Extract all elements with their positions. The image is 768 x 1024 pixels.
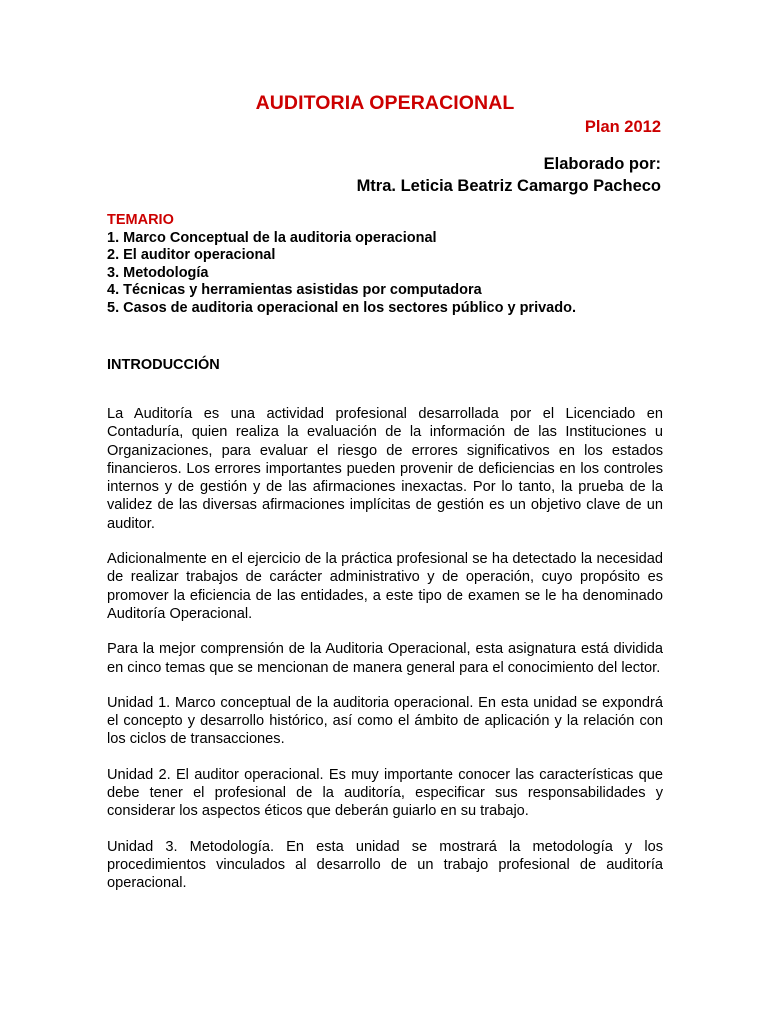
temario-list bbox=[107, 230, 663, 318]
body-paragraph: La Auditoría es una actividad profesional desarrollada por el Licenciado en Contaduría, quien realiza la evaluación de la información de las Instituciones u Organizaciones, para evaluar el riesgo de errores significativos en los estados financieros. Los errores importantes pueden provenir de deficiencias en los controles internos y de gestión y de las afirmaciones inexactas. Por lo tanto, la prueba de la validez de las diversas afirmaciones implícitas de gestión es un objetivo clave de un auditor. bbox=[107, 406, 663, 532]
body-paragraph: Unidad 1. Marco conceptual de la auditoria operacional. En esta unidad se expondrá el concepto y desarrollo histórico, así como el ámbito de aplicación y la relación con los ciclos de transacciones. bbox=[107, 694, 663, 748]
document-page bbox=[107, 0, 663, 1024]
body-paragraph: Adicionalmente en el ejercicio de la práctica profesional se ha detectado la necesidad de realizar trabajos de carácter administrativo y de operación, cuyo propósito es promover la eficiencia de las entidades, a este tipo de examen se le ha denominado Auditoría Operacional. bbox=[107, 551, 663, 622]
temario-item: 2. El auditor operacional bbox=[107, 247, 276, 263]
temario-item: 5. Casos de auditoria operacional en los sectores público y privado. bbox=[107, 299, 576, 316]
introduccion-body bbox=[107, 405, 663, 910]
plan-label: Plan 2012 bbox=[584, 118, 661, 136]
body-paragraph: Unidad 2. El auditor operacional. Es muy importante conocer las características que debe tener el profesional de la auditoría, especificar sus responsabilidades y considerar los aspectos éticos que deberán guiarlo en su trabajo. bbox=[107, 766, 663, 820]
temario-section bbox=[107, 212, 663, 317]
temario-item: 3. Metodología bbox=[107, 264, 209, 281]
temario-item: 1. Marco Conceptual de la auditoria operacional bbox=[107, 229, 437, 246]
body-paragraph: Unidad 3. Metodología. En esta unidad se mostrará la metodología y los procedimientos vinculados al desarrollo de un trabajo profesional de auditoría operacional. bbox=[107, 838, 663, 892]
introduccion-heading: INTRODUCCIÓN bbox=[107, 357, 220, 373]
elaborado-label: Elaborado por: bbox=[543, 155, 661, 173]
document-title: AUDITORIA OPERACIONAL bbox=[255, 92, 515, 114]
temario-heading: TEMARIO bbox=[107, 212, 174, 228]
author-name: Mtra. Leticia Beatriz Camargo Pacheco bbox=[356, 177, 661, 195]
temario-item: 4. Técnicas y herramientas asistidas por computadora bbox=[107, 282, 482, 298]
body-paragraph: Para la mejor comprensión de la Auditoria Operacional, esta asignatura está dividida en cinco temas que se mencionan de manera general para el conocimiento del lector. bbox=[107, 641, 663, 676]
